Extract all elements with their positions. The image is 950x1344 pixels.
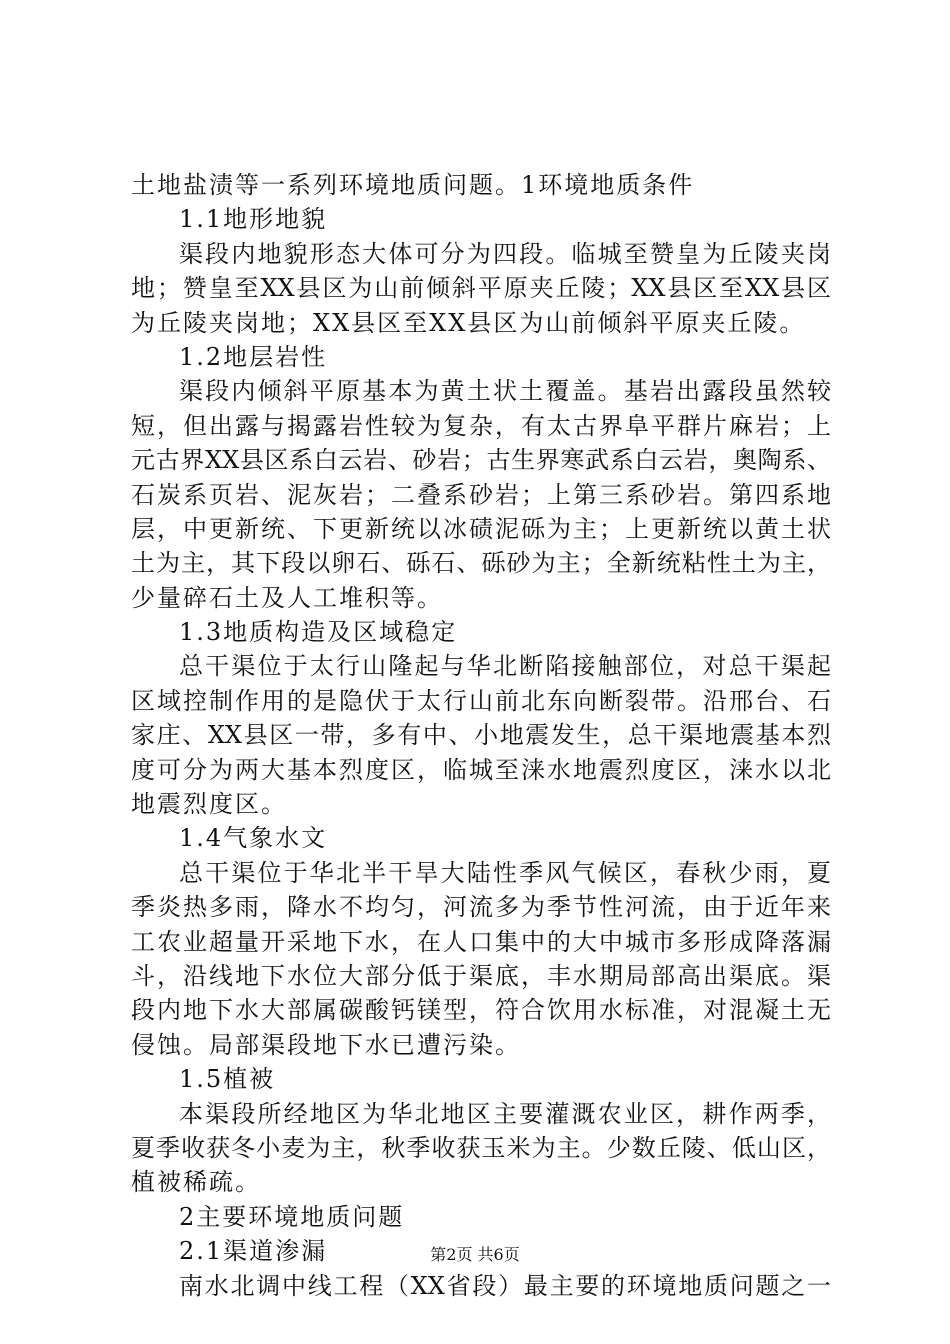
text-line: 元古界XX县区系白云岩、砂岩；古生界寒武系白云岩，奥陶系、 [131, 446, 831, 475]
page-number-footer: 第2页 共6页 [430, 1245, 520, 1264]
text-line: 夏季收获冬小麦为主，秋季收获玉米为主。少数丘陵、低山区， [131, 1133, 831, 1162]
section-heading: 1.4气象水文 [179, 824, 328, 853]
document-body [131, 168, 831, 1303]
text-line: 层，中更新统、下更新统以冰碛泥砾为主；上更新统以黄土状 [131, 514, 831, 543]
text-line: 土为主，其下段以卵石、砾石、砾砂为主；全新统粘性土为主， [131, 549, 831, 578]
text-line: 土地盐渍等一系列环境地质问题。1环境地质条件 [131, 171, 695, 199]
section-heading: 1.5植被 [179, 1065, 276, 1094]
text-line: 斗，沿线地下水位大部分低于渠底，丰水期局部高出渠底。渠 [131, 961, 831, 990]
text-line: 工农业超量开采地下水，在人口集中的大中城市多形成降落漏 [131, 927, 831, 956]
text-line: 石炭系页岩、泥灰岩；二叠系砂岩；上第三系砂岩。第四系地 [131, 480, 831, 509]
text-line: 总干渠位于华北半干旱大陆性季风气候区，春秋少雨，夏 [179, 858, 831, 887]
text-line: 南水北调中线工程（XX省段）最主要的环境地质问题之一 [179, 1271, 831, 1300]
text-line: 季炎热多雨，降水不均匀，河流多为季节性河流，由于近年来 [131, 893, 831, 922]
section-heading: 1.2地层岩性 [179, 342, 328, 371]
text-line: 少量碎石土及人工堆积等。 [131, 583, 443, 612]
text-line: 侵蚀。局部渠段地下水已遭污染。 [131, 1030, 521, 1059]
text-line: 家庄、XX县区一带，多有中、小地震发生，总干渠地震基本烈 [131, 721, 831, 750]
section-heading: 2.1渠道渗漏 [179, 1237, 328, 1266]
text-line: 段内地下水大部属碳酸钙镁型，符合饮用水标准，对混凝土无 [131, 996, 831, 1025]
section-heading: 1.1地形地貌 [179, 205, 328, 234]
section-heading: 1.3地质构造及区域稳定 [179, 618, 458, 647]
text-line: 短，但出露与揭露岩性较为复杂，有太古界阜平群片麻岩；上 [131, 411, 831, 440]
text-line: 渠段内地貌形态大体可分为四段。临城至赞皇为丘陵夹岗 [179, 239, 831, 268]
section-heading: 2主要环境地质问题 [179, 1202, 405, 1231]
text-line: 区域控制作用的是隐伏于太行山前北东向断裂带。沿邢台、石 [131, 686, 831, 715]
text-line: 总干渠位于太行山隆起与华北断陷接触部位，对总干渠起 [179, 652, 831, 681]
text-line: 为丘陵夹岗地；XX县区至XX县区为山前倾斜平原夹丘陵。 [131, 308, 806, 337]
text-line: 植被稀疏。 [131, 1168, 261, 1197]
text-line: 本渠段所经地区为华北地区主要灌溉农业区，耕作两季， [179, 1099, 831, 1128]
text-line: 度可分为两大基本烈度区，临城至涞水地震烈度区，涞水以北 [131, 755, 831, 784]
text-line: 渠段内倾斜平原基本为黄土状土覆盖。基岩出露段虽然较 [179, 377, 831, 406]
text-line: 地震烈度区。 [131, 790, 287, 819]
text-line: 地；赞皇至XX县区为山前倾斜平原夹丘陵；XX县区至XX县区 [131, 274, 831, 303]
